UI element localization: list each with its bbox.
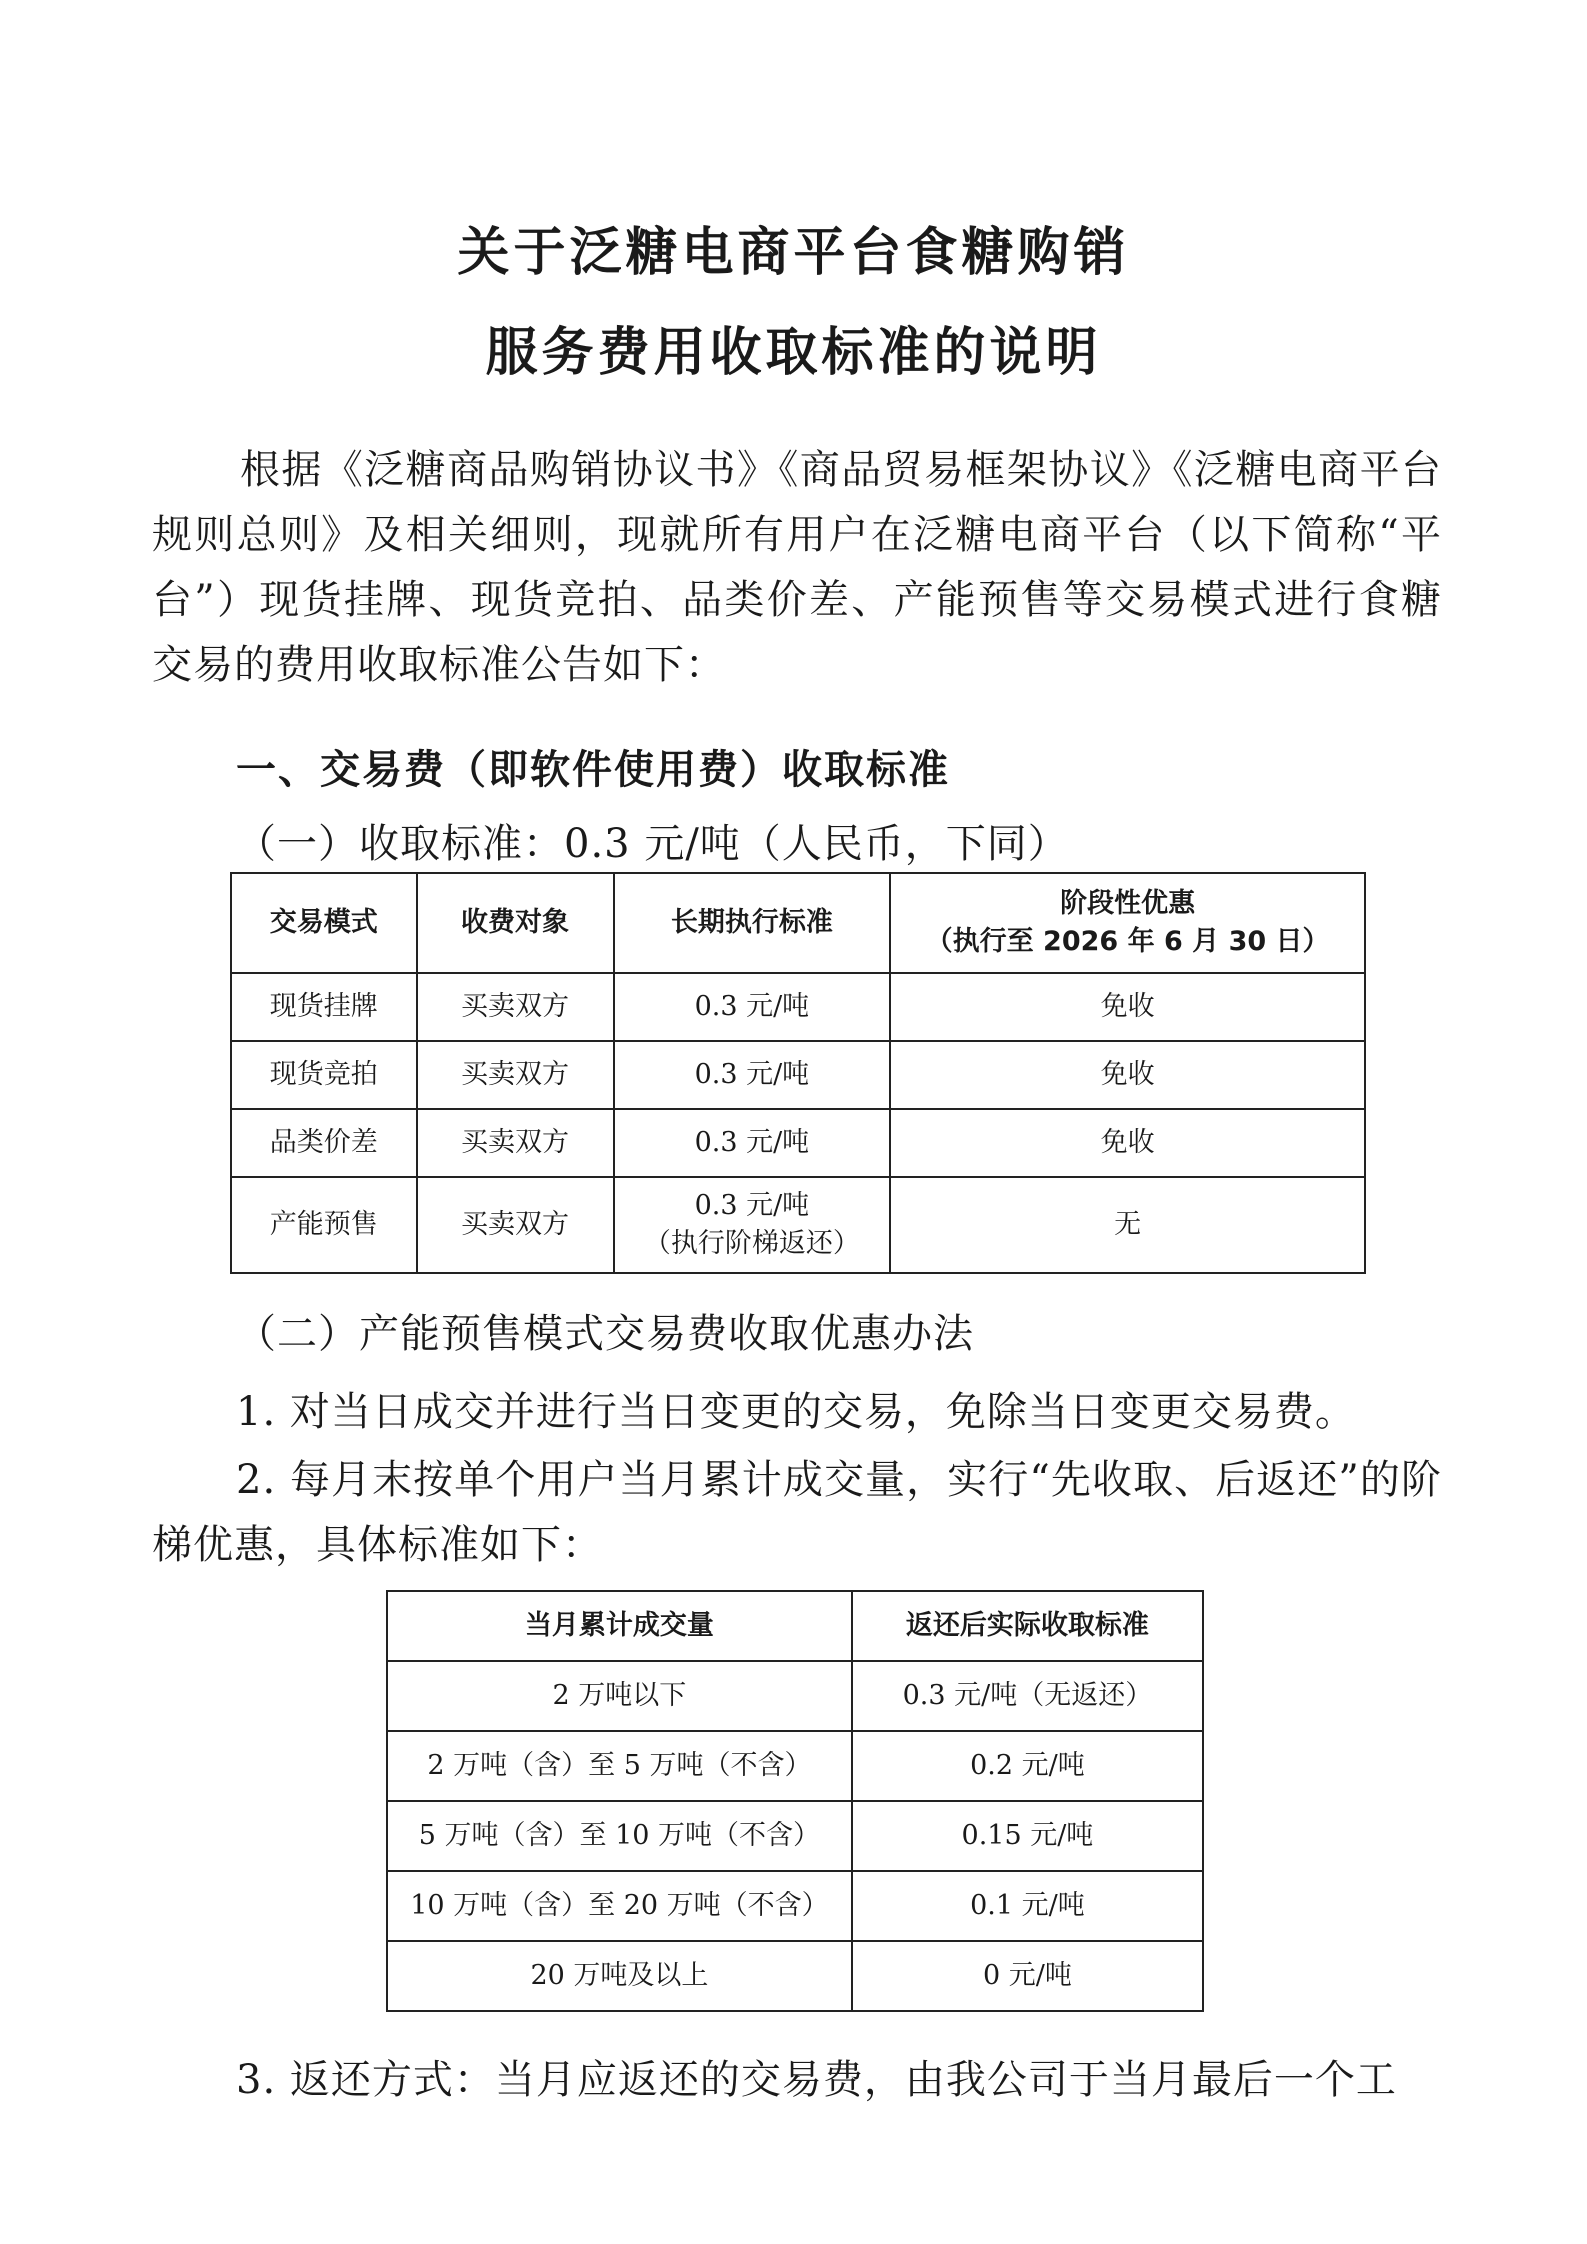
- tier-cell-volume: 10 万吨（含）至 20 万吨（不含）: [387, 1871, 852, 1941]
- fee-cell-discount: 免收: [890, 1109, 1365, 1177]
- intro-paragraph: 根据《泛糖商品购销协议书》《商品贸易框架协议》《泛糖电商平台规则总则》及相关细则，现就所有用户在泛糖电商平台（以下简称“平台”）现货挂牌、现货竞拍、品类价差、产能预售等交易模式进行食糖交易的费用收取标准公告如下：: [152, 447, 1442, 688]
- tier-cell-volume: 2 万吨（含）至 5 万吨（不含）: [387, 1731, 852, 1801]
- fee-cell-mode: 品类价差: [231, 1109, 417, 1177]
- table-row: [387, 1801, 1203, 1871]
- fee-cell-mode: 现货挂牌: [231, 973, 417, 1041]
- fee-cell-target: 买卖双方: [417, 973, 614, 1041]
- table-row: [387, 1731, 1203, 1801]
- fee-header-standard: 长期执行标准: [614, 873, 891, 973]
- sub1-heading: （一）收取标准：0.3 元/吨（人民币，下同）: [236, 821, 1069, 867]
- fee-header-mode: 交易模式: [231, 873, 417, 973]
- fee-cell-mode: 产能预售: [231, 1177, 417, 1273]
- tier-cell-actual: 0.3 元/吨（无返还）: [852, 1661, 1203, 1731]
- table-row: [231, 1041, 1365, 1109]
- fee-cell-discount: 免收: [890, 973, 1365, 1041]
- tier-header-volume: 当月累计成交量: [387, 1591, 852, 1661]
- tier-table: [386, 1590, 1204, 2012]
- tier-cell-actual: 0 元/吨: [852, 1941, 1203, 2011]
- fee-table-header-row: [231, 873, 1365, 973]
- tier-cell-actual: 0.15 元/吨: [852, 1801, 1203, 1871]
- item2-text: 2. 每月末按单个用户当月累计成交量，实行“先收取、后返还”的阶梯优惠，具体标准如下：: [152, 1457, 1442, 1568]
- table-row: [387, 1941, 1203, 2011]
- fee-cell-standard: [614, 1177, 891, 1273]
- sub2-heading: （二）产能预售模式交易费收取优惠办法: [236, 1311, 974, 1357]
- doc-title-line1: 关于泛糖电商平台食糖购销: [457, 223, 1130, 283]
- fee-cell-standard-value: 0.3 元/吨: [694, 1190, 810, 1221]
- fee-cell-discount: 免收: [890, 1041, 1365, 1109]
- tier-cell-volume: 20 万吨及以上: [387, 1941, 852, 2011]
- table-row: [231, 1177, 1365, 1273]
- fee-cell-standard-note: （执行阶梯返还）: [643, 1228, 860, 1259]
- fee-cell-target: 买卖双方: [417, 1041, 614, 1109]
- fee-header-target: 收费对象: [417, 873, 614, 973]
- table-row: [231, 1109, 1365, 1177]
- fee-cell-standard: 0.3 元/吨: [614, 1041, 891, 1109]
- fee-cell-target: 买卖双方: [417, 1177, 614, 1273]
- fee-header-discount: [890, 873, 1365, 973]
- fee-table: [230, 872, 1366, 1274]
- fee-cell-standard: 0.3 元/吨: [614, 1109, 891, 1177]
- table-row: [387, 1871, 1203, 1941]
- tier-table-header-row: [387, 1591, 1203, 1661]
- tier-cell-volume: 2 万吨以下: [387, 1661, 852, 1731]
- tier-cell-actual: 0.2 元/吨: [852, 1731, 1203, 1801]
- item1-text: 1. 对当日成交并进行当日变更的交易，免除当日变更交易费。: [236, 1389, 1356, 1435]
- item3-text: 3. 返还方式：当月应返还的交易费，由我公司于当月最后一个工: [236, 2057, 1397, 2103]
- tier-cell-volume: 5 万吨（含）至 10 万吨（不含）: [387, 1801, 852, 1871]
- fee-cell-target: 买卖双方: [417, 1109, 614, 1177]
- section1-heading: 一、交易费（即软件使用费）收取标准: [236, 747, 950, 793]
- tier-header-actual: 返还后实际收取标准: [852, 1591, 1203, 1661]
- fee-cell-discount: 无: [890, 1177, 1365, 1273]
- fee-cell-mode: 现货竞拍: [231, 1041, 417, 1109]
- fee-header-discount-line2: （执行至 2026 年 6 月 30 日）: [925, 926, 1330, 957]
- table-row: [387, 1661, 1203, 1731]
- table-row: [231, 973, 1365, 1041]
- fee-header-discount-line1: 阶段性优惠: [1060, 888, 1196, 919]
- doc-title-line2: 服务费用收取标准的说明: [485, 323, 1102, 383]
- tier-cell-actual: 0.1 元/吨: [852, 1871, 1203, 1941]
- fee-cell-standard: 0.3 元/吨: [614, 973, 891, 1041]
